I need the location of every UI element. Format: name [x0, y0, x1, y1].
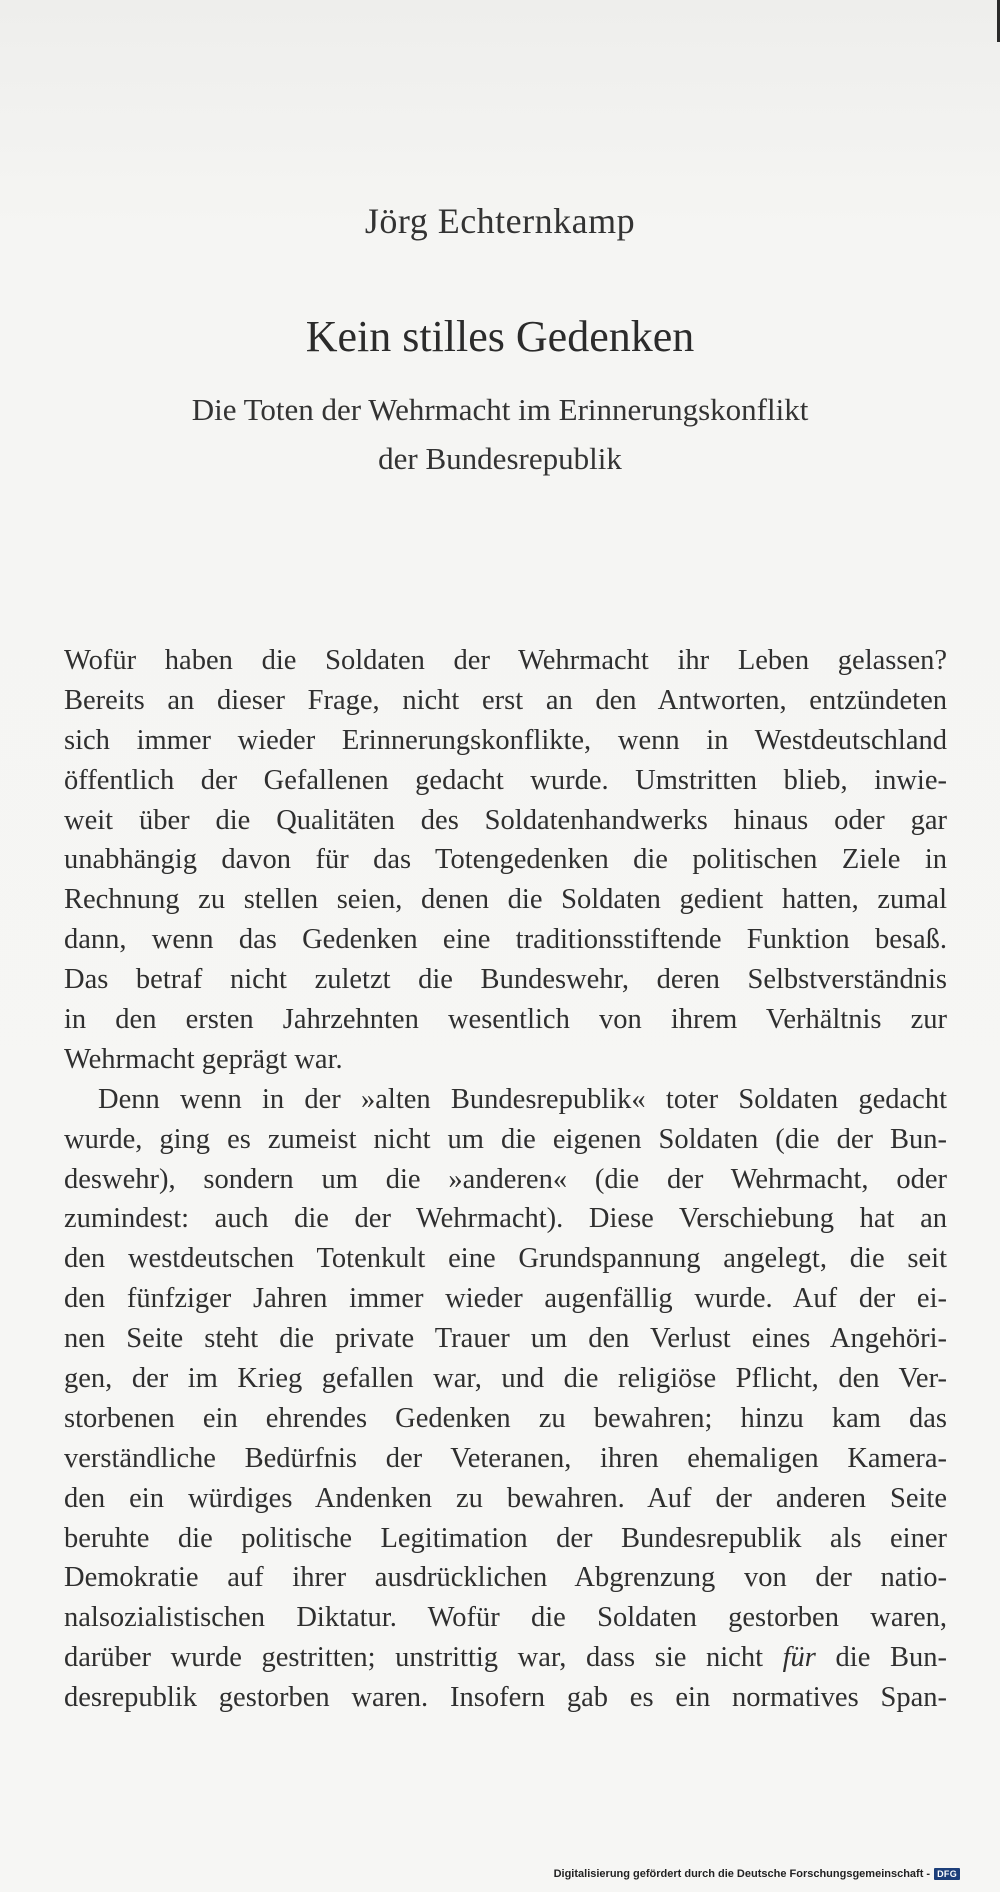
text-line: unabhängig davon für das Totengedenken die politischen Ziele in [64, 844, 947, 876]
text-line: nen Seite steht die private Trauer um den Verlust eines Angehöri- [64, 1323, 947, 1355]
text-line: Rechnung zu stellen seien, denen die Soldaten gedient hatten, zumal [64, 884, 947, 916]
text-line: nalsozialistischen Diktatur. Wofür die Soldaten gestorben waren, [64, 1602, 947, 1634]
subtitle-line: Die Toten der Wehrmacht im Erinnerungskonflikt [191, 392, 809, 427]
text-line: öffentlich der Gefallenen gedacht wurde. Umstritten blieb, inwie- [64, 764, 947, 796]
text-run: die Bun- [815, 1642, 947, 1674]
text-line: Wofür haben die Soldaten der Wehrmacht ihr Leben gelassen? [64, 645, 947, 676]
footer-text: Digitalisierung gefördert durch die Deutsche Forschungsgemeinschaft - [553, 1868, 931, 1880]
subtitle-line: der Bundesrepublik [378, 441, 622, 476]
text-line: verständliche Bedürfnis der Veteranen, ihren ehemaligen Kamera- [64, 1442, 947, 1474]
dfg-logo: DFG [934, 1868, 960, 1880]
text-line: weit über die Qualitäten des Soldatenhandwerks hinaus oder gar [64, 804, 947, 836]
chapter-title: Kein stilles Gedenken [305, 312, 695, 361]
text-line: in den ersten Jahrzehnten wesentlich von ihrem Verhältnis zur [64, 1004, 947, 1036]
body-text [64, 641, 947, 1718]
text-line: zumindest: auch die der Wehrmacht). Diese Verschiebung hat an [64, 1203, 947, 1235]
text-line: storbenen ein ehrendes Gedenken zu bewahren; hinzu kam das [64, 1402, 947, 1434]
text-line: sich immer wieder Erinnerungskonflikte, wenn in Westdeutschland [64, 724, 947, 756]
emphasis-text: für [782, 1642, 816, 1674]
chapter-subtitle [100, 385, 900, 483]
text-line [64, 1638, 947, 1678]
digitization-footer [554, 1868, 960, 1880]
text-line: den fünfziger Jahren immer wieder augenfällig wurde. Auf der ei- [64, 1283, 947, 1315]
text-line: desrepublik gestorben waren. Insofern gab es ein normatives Span- [64, 1682, 947, 1714]
author-name: Jörg Echternkamp [364, 201, 636, 241]
text-line: dann, wenn das Gedenken eine traditionsstiftende Funktion besaß. [64, 924, 947, 956]
text-line: gen, der im Krieg gefallen war, und die religiöse Pflicht, den Ver- [64, 1363, 947, 1395]
paragraph-1 [64, 641, 947, 1080]
text-line: wurde, ging es zumeist nicht um die eigenen Soldaten (die der Bun- [64, 1123, 947, 1155]
text-line: deswehr), sondern um die »anderen« (die der Wehrmacht, oder [64, 1163, 947, 1195]
text-line: beruhte die politische Legitimation der Bundesrepublik als einer [64, 1522, 947, 1554]
text-line: den ein würdiges Andenken zu bewahren. Auf der anderen Seite [64, 1482, 947, 1514]
text-line: Denn wenn in der »alten Bundesrepublik« toter Soldaten gedacht [98, 1083, 947, 1115]
text-line: den westdeutschen Totenkult eine Grundspannung angelegt, die seit [64, 1243, 947, 1275]
text-line: Das betraf nicht zuletzt die Bundeswehr, deren Selbstverständnis [64, 964, 947, 996]
text-line: Wehrmacht geprägt war. [64, 1043, 343, 1075]
text-line: Bereits an dieser Frage, nicht erst an den Antworten, entzündeten [64, 684, 947, 716]
text-run: darüber wurde gestritten; unstrittig war, dass sie nicht [64, 1642, 783, 1674]
text-line: Demokratie auf ihrer ausdrücklichen Abgrenzung von der natio- [64, 1562, 947, 1594]
paragraph-2 [64, 1080, 947, 1718]
